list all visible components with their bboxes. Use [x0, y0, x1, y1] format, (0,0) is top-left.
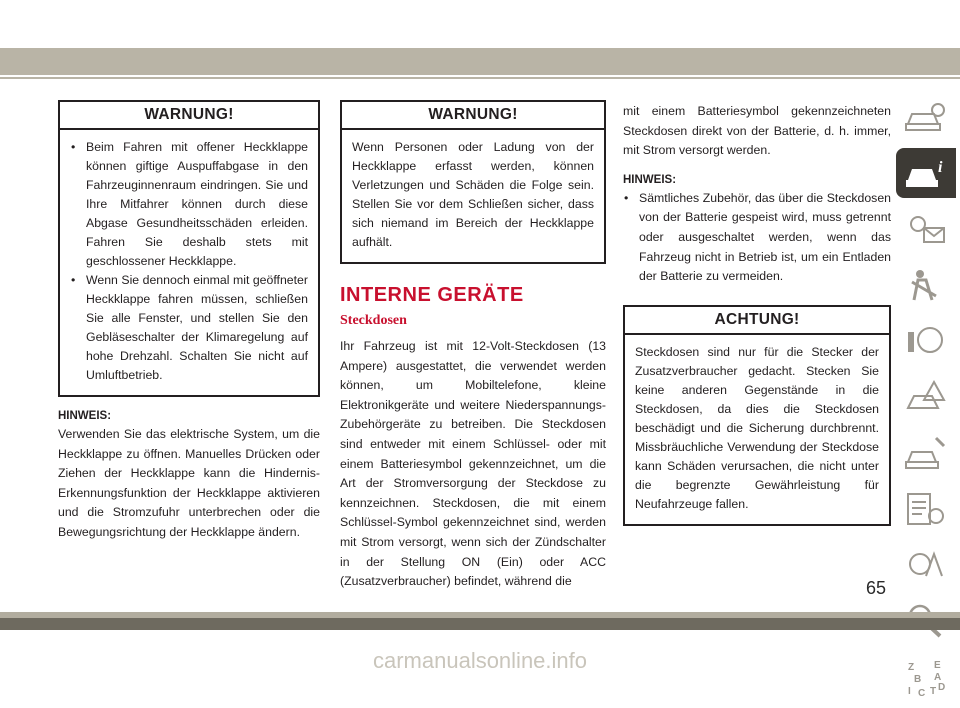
note-bullet: • Sämtliches Zubehör, das über die Steckdosen von der Batterie gespeist wird, muss getrennt oder ausgeschaltet werden, wenn das Fahrzeug nicht in Betrieb ist, um ein Entladen der Batterie zu vermeiden.: [623, 189, 891, 287]
column-2: [340, 100, 606, 592]
index-letter: Z: [908, 662, 915, 673]
note-label: HINWEIS:: [58, 410, 112, 422]
warning-road-icon[interactable]: [896, 372, 956, 422]
body-text: Ihr Fahrzeug ist mit 12-Volt-Steckdosen (13 Ampere) ausgestattet, die verwendet werden können, um Mobiltelefone, kleine Elektronikgeräte und weitere Niederspannungs-Zubehörgeräte zu betreiben. Die Steckdosen sind entweder mit einem Schlüssel- oder mit einem Batteriesymbol gekennzeichnet, um die Art der Stromversorgung der Steckdose zu kennzeichnen. Steckdosen, die mit einem Schlüssel-Symbol gekennzeichnet sind, werden mit Strom versorgt, wenn sich der Zündschalter in der Stellung ON (Ein) oder ACC (Zusatzverbraucher) befindet, während die: [340, 339, 606, 589]
index-letter: D: [938, 682, 946, 693]
caution-box: [623, 305, 891, 526]
steering-controls-icon[interactable]: [896, 316, 956, 366]
index-letter: C: [918, 688, 926, 699]
top-band: [0, 48, 960, 75]
caution-text: Steckdosen sind nur für die Stecker der Zusatzverbraucher gedacht. Stecken Sie keine anderen Gegenstände in die Steckdosen, da dies die Steckdosen beschädigt und die Sicherung durchbrennt. Missbräuchliche Verwendung der Steckdose kann Schäden verursachen, die nicht unter die begrenzte Gewährleistung für Neufahrzeuge fallen.: [635, 344, 879, 511]
watermark: carmanualsonline.info: [372, 648, 588, 673]
index-letter: I: [908, 686, 911, 697]
bottom-band: [0, 612, 960, 630]
warning-box-1: [58, 100, 320, 397]
warning-box-2: [340, 100, 606, 264]
column-1: [58, 100, 320, 543]
lights-message-icon[interactable]: [896, 204, 956, 254]
seatbelt-airbag-icon[interactable]: [896, 260, 956, 310]
index-letter: E: [934, 660, 941, 671]
warning-text: Wenn Personen oder Ladung von der Heckklappe erfasst werden, können Verletzungen und Schäden die Folge sein. Stellen Sie vor dem Schließen sicher, dass sich niemand im Bereich der Heckklappe aufhält.: [352, 140, 594, 249]
svg-text:i: i: [938, 159, 943, 176]
caution-title: ACHTUNG!: [625, 307, 889, 335]
index-letter: T: [930, 686, 937, 697]
car-service-icon[interactable]: [896, 428, 956, 478]
car-inspect-icon[interactable]: [896, 92, 956, 142]
note-label: HINWEIS:: [623, 173, 677, 186]
page-number: 65: [866, 578, 887, 598]
section-title: INTERNE GERÄTE: [340, 284, 524, 306]
car-info-icon[interactable]: [896, 148, 956, 198]
warning-title: WARNUNG!: [342, 102, 604, 130]
specs-settings-icon[interactable]: [896, 484, 956, 534]
subsection-title: Steckdosen: [340, 313, 407, 328]
column-3: [623, 100, 891, 526]
body-text-continued: mit einem Batteriesymbol gekennzeichneten Steckdosen direkt von der Batterie, d. h. immer, mit Strom versorgt werden.: [623, 104, 891, 158]
warning-title: WARNUNG!: [60, 102, 318, 130]
warning-bullet: • Beim Fahren mit offener Heckklappe können giftige Auspuffabgase in den Fahrzeuginnenraum eindringen. Sie und Ihre Mitfahrer können durch diese Abgase Gesundheitsschäden erleiden. Fahren Sie deshalb stets mit geschlossener Heckklappe.: [70, 138, 308, 271]
note-text: Verwenden Sie das elektrische System, um die Heckklappe zu öffnen. Manuelles Drücken oder Ziehen der Heckklappe kann die Hindernis-Erkennungsfunktion der Heckklappe aktivieren und die Stromzufuhr unterbrechen oder die Bewegungsrichtung der Heckklappe ändern.: [58, 427, 320, 539]
multimedia-icon[interactable]: [896, 540, 956, 590]
index-letter: B: [914, 674, 922, 685]
warning-bullet: • Wenn Sie dennoch einmal mit geöffneter Heckklappe fahren müssen, schließen Sie alle Fenster, und stellen Sie den Gebläseschalter der Klimaregelung auf hohe Drehzahl. Schalten Sie nicht auf Umluftbetrieb.: [70, 271, 308, 385]
index-letter: A: [934, 672, 942, 683]
